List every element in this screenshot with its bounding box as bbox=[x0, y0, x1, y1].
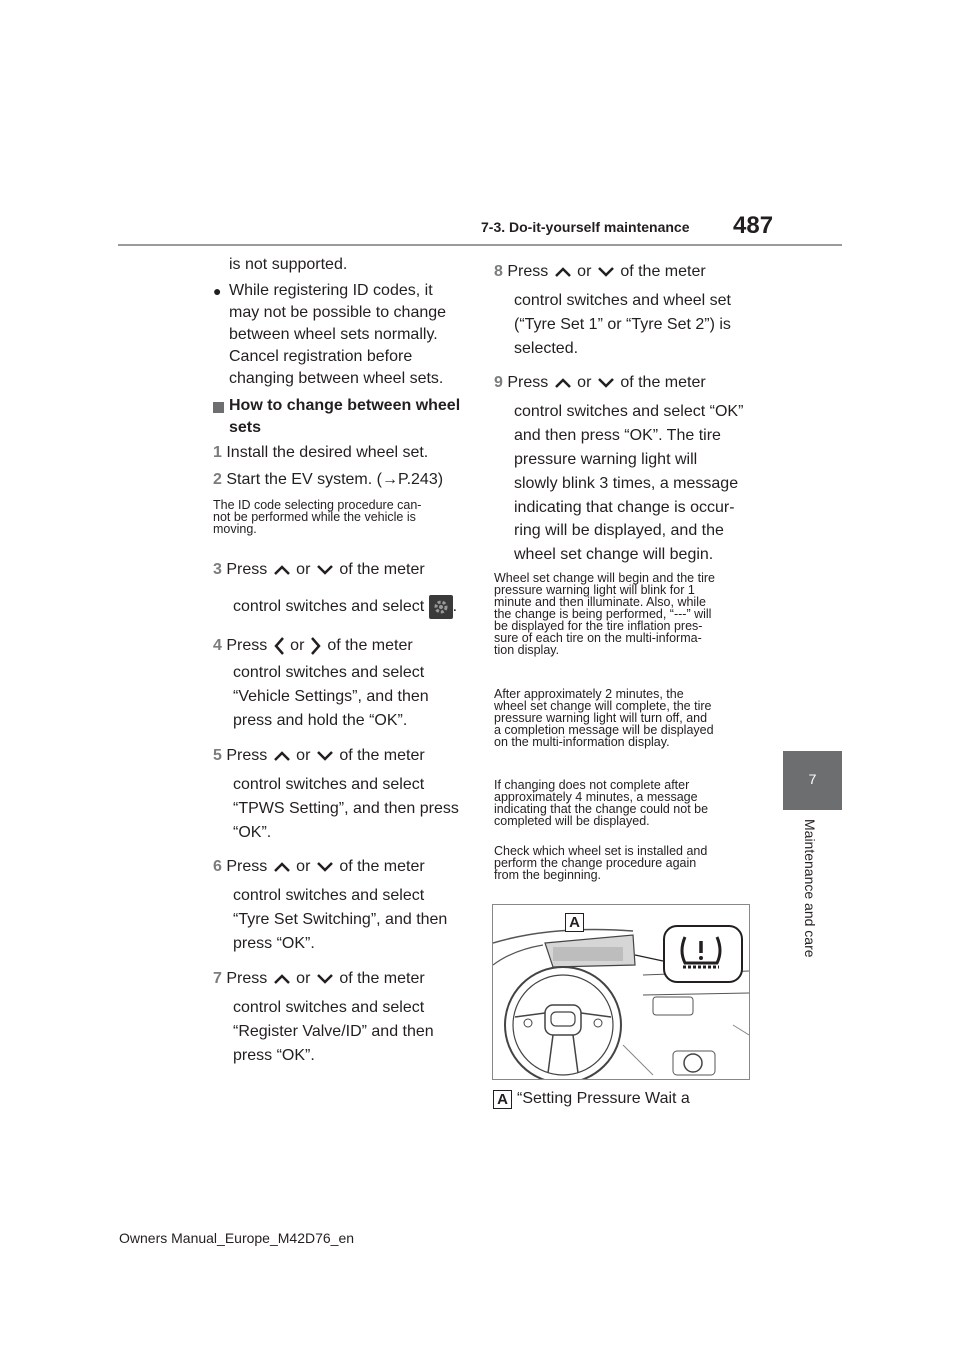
note-line: wheel set change will complete, the tire bbox=[494, 699, 712, 713]
warning-light-zoom bbox=[663, 925, 743, 983]
note-line: minute and then illuminate. Also, while bbox=[494, 595, 706, 609]
step-text: or bbox=[296, 561, 311, 578]
section-heading: How to change between wheel bbox=[229, 397, 461, 414]
bullet-line: While registering ID codes, it bbox=[229, 282, 433, 299]
note-line: not be performed while the vehicle is bbox=[213, 510, 416, 524]
chevron-up-icon bbox=[553, 376, 573, 390]
bullet-line: may not be possible to change bbox=[229, 304, 447, 321]
section-heading: sets bbox=[229, 419, 262, 436]
note-line: approximately 4 minutes, a message bbox=[494, 790, 698, 804]
step-2 bbox=[213, 471, 443, 489]
bullet-line: between wheel sets normally. bbox=[229, 326, 438, 343]
step-line: (“Tyre Set 1” or “Tyre Set 2”) is bbox=[514, 316, 731, 333]
step-5 bbox=[213, 747, 425, 765]
step-line: control switches and select bbox=[233, 999, 425, 1016]
chapter-number: 7 bbox=[808, 771, 817, 787]
note-line: on the multi-information display. bbox=[494, 735, 670, 749]
step-text: Press bbox=[226, 747, 268, 764]
chevron-up-icon bbox=[272, 972, 292, 986]
step-line: control switches and select bbox=[233, 776, 425, 793]
dashboard-illustration bbox=[492, 904, 750, 1080]
chevron-down-icon bbox=[315, 563, 335, 577]
chevron-right-icon bbox=[309, 635, 323, 657]
note-line: the change is being performed, “---” will bbox=[494, 607, 712, 621]
note-line: If changing does not complete after bbox=[494, 778, 690, 792]
step-line: slowly blink 3 times, a message bbox=[514, 475, 739, 492]
step-number: 6 bbox=[213, 858, 222, 875]
chevron-down-icon bbox=[315, 860, 335, 874]
note-line: pressure warning light will blink for 1 bbox=[494, 583, 695, 597]
step-9 bbox=[494, 374, 706, 392]
step-text: of the meter bbox=[339, 561, 425, 578]
chevron-left-icon bbox=[272, 635, 286, 657]
chevron-up-icon bbox=[272, 860, 292, 874]
header-divider bbox=[118, 244, 842, 246]
step-text: or bbox=[577, 263, 592, 280]
step-8 bbox=[494, 263, 706, 281]
reference-arrow: → bbox=[381, 471, 398, 488]
note-line: sure of each tire on the multi-informa- bbox=[494, 631, 702, 645]
note-line: tion display. bbox=[494, 643, 560, 657]
page-reference: P.243) bbox=[397, 471, 444, 488]
chevron-down-icon bbox=[596, 376, 616, 390]
step-line: control switches and select bbox=[233, 887, 425, 904]
note-line: completed will be displayed. bbox=[494, 814, 650, 828]
callout-label-a: A bbox=[493, 1090, 512, 1109]
step-text: or bbox=[296, 747, 311, 764]
note-line: from the beginning. bbox=[494, 868, 602, 882]
step-line: and then press “OK”. The tire bbox=[514, 427, 721, 444]
step-line: “Register Valve/ID” and then bbox=[233, 1023, 434, 1040]
step-3 bbox=[213, 561, 425, 579]
step-text: Install the desired wheel set. bbox=[226, 444, 429, 461]
step-text: of the meter bbox=[339, 970, 425, 987]
step-text: Press bbox=[507, 374, 549, 391]
step-text: or bbox=[296, 858, 311, 875]
step-line: indicating that change is occur- bbox=[514, 499, 735, 516]
step-line: ring will be displayed, and the bbox=[514, 522, 724, 539]
chevron-down-icon bbox=[315, 972, 335, 986]
note-line: Check which wheel set is installed and bbox=[494, 844, 708, 858]
step-number: 7 bbox=[213, 970, 222, 987]
step-line: selected. bbox=[514, 340, 579, 357]
step-number: 5 bbox=[213, 747, 222, 764]
step-number: 8 bbox=[494, 263, 503, 280]
footer-doc-id: Owners Manual_Europe_M42D76_en bbox=[119, 1230, 355, 1246]
step-text: of the meter bbox=[339, 858, 425, 875]
step-text: Press bbox=[226, 970, 268, 987]
step-text: Press bbox=[507, 263, 549, 280]
step-number: 4 bbox=[213, 637, 222, 655]
step-4 bbox=[213, 635, 413, 657]
bullet-line: changing between wheel sets. bbox=[229, 370, 444, 387]
chevron-up-icon bbox=[272, 563, 292, 577]
chapter-label: Maintenance and care bbox=[802, 819, 818, 958]
step-line: press “OK”. bbox=[233, 935, 315, 952]
chevron-up-icon bbox=[272, 749, 292, 763]
step-1 bbox=[213, 444, 428, 462]
step-line: wheel set change will begin. bbox=[514, 546, 714, 563]
tire-pressure-warning-icon bbox=[663, 925, 739, 979]
step-line: press “OK”. bbox=[233, 1047, 315, 1064]
step-line: “Tyre Set Switching”, and then bbox=[233, 911, 448, 928]
chapter-tab bbox=[783, 751, 842, 810]
note-line: The ID code selecting procedure can- bbox=[213, 498, 422, 512]
step-line: control switches and select “OK” bbox=[514, 403, 744, 420]
step-text: . bbox=[452, 598, 458, 616]
callout-label-a: A bbox=[565, 913, 584, 932]
note-line: perform the change procedure again bbox=[494, 856, 697, 870]
step-text: or bbox=[296, 970, 311, 987]
step-7 bbox=[213, 970, 425, 988]
note-line: a completion message will be displayed bbox=[494, 723, 714, 737]
step-3-line2 bbox=[233, 595, 457, 619]
step-line: “Vehicle Settings”, and then bbox=[233, 688, 429, 705]
step-6 bbox=[213, 858, 425, 876]
heading-marker bbox=[213, 402, 224, 413]
callout-caption: “Setting Pressure Wait a bbox=[517, 1090, 690, 1107]
step-text: control switches and select bbox=[233, 598, 425, 616]
note-line: indicating that the change could not be bbox=[494, 802, 709, 816]
step-line: control switches and select bbox=[233, 664, 425, 681]
step-text: Start the EV system. ( bbox=[226, 471, 382, 488]
note-line: moving. bbox=[213, 522, 257, 536]
step-number: 3 bbox=[213, 561, 222, 578]
step-line: control switches and wheel set bbox=[514, 292, 731, 309]
step-line: “TPWS Setting”, and then press bbox=[233, 800, 459, 817]
step-text: Press bbox=[226, 858, 268, 875]
step-text: of the meter bbox=[620, 263, 706, 280]
note-line: pressure warning light will turn off, and bbox=[494, 711, 708, 725]
chevron-down-icon bbox=[315, 749, 335, 763]
step-number: 1 bbox=[213, 444, 222, 461]
step-text: or bbox=[577, 374, 592, 391]
chevron-down-icon bbox=[596, 265, 616, 279]
step-line: “OK”. bbox=[233, 824, 272, 841]
bullet-dot: ● bbox=[213, 283, 222, 299]
step-number: 9 bbox=[494, 374, 503, 391]
step-line: pressure warning light will bbox=[514, 451, 698, 468]
step-text: of the meter bbox=[327, 637, 413, 655]
step-text: of the meter bbox=[620, 374, 706, 391]
note-line: be displayed for the tire inflation pres- bbox=[494, 619, 703, 633]
step-text: or bbox=[290, 637, 305, 655]
section-title: 7-3. Do-it-yourself maintenance bbox=[481, 219, 690, 235]
note-line: Wheel set change will begin and the tire bbox=[494, 571, 715, 585]
note-line: After approximately 2 minutes, the bbox=[494, 687, 684, 701]
chevron-up-icon bbox=[553, 265, 573, 279]
step-text: Press bbox=[226, 561, 268, 578]
step-number: 2 bbox=[213, 471, 222, 488]
page-number: 487 bbox=[733, 212, 774, 239]
settings-gear-icon bbox=[429, 595, 453, 619]
step-text: of the meter bbox=[339, 747, 425, 764]
continued-text: is not supported. bbox=[229, 256, 348, 273]
bullet-line: Cancel registration before bbox=[229, 348, 413, 365]
step-line: press and hold the “OK”. bbox=[233, 712, 408, 729]
step-text: Press bbox=[226, 637, 268, 655]
